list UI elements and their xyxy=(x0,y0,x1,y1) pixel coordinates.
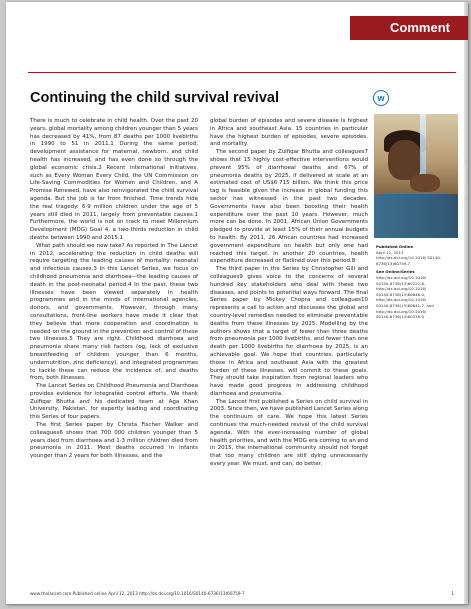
series-link[interactable]: http://dx.doi.org/10.1016/ xyxy=(376,274,427,280)
photo-shirt xyxy=(374,194,458,238)
page-number: 1 xyxy=(451,591,454,596)
section-label: Comment xyxy=(390,20,450,35)
paragraph: The third paper in the Series by Christopher Gill and colleagues9 gives voice to the concerns of several hundred key stakeholders who deal with these two diseases, and points to potential ways forward. The final Series paper by Mickey Chopra and colleagues10 represents a call to action and discusses the global and country-level remedies needed to eliminate preventable deaths from these illnesses by 2025. Modelling by the authors shows that a target of fewer than three deaths from pneumonia per 1000 livebirths, and fewer than one death per 1000 livebirths for diarrhoea by 2025, is an achievable goal. We hope that countries, particularly those in Africa and southeast Asia with the greatest burden of these illnesses, will commit to these goals. They should take inspiration from regional leaders who have made good progress in addressing childhood diarrhoea and pneumonia. xyxy=(210,266,368,397)
published-date: April 12, 2013 xyxy=(376,249,404,255)
article-column-2 xyxy=(210,118,368,469)
photo-hand xyxy=(410,174,440,192)
series-link[interactable]: http://dx.doi.org/10.1016/ xyxy=(376,308,427,314)
series-link[interactable]: S0140-6736(13)60648-0, xyxy=(376,291,426,297)
paragraph: The second paper by Zulfiqar Bhutta and colleagues7 shows that 15 highly cost-effective interventions would prevent 95% of diarrhoeal deaths and 67% of pneumonia deaths by 2025, if delivered at scale at an estimated cost of US$6·715 billion. We think this price tag is feasible given the increase in global funding this sector has witnessed in the past two decades. Governments have also been boosting their health expenditure over the past 10 years. However, much more can be done. In 2001, African Union Governments pledged to provide at least 15% of their annual budgets to health. By 2011, 26 African countries had increased government expenditure on health but only one had reached this target. In another 20 countries, health expenditure decreased or flatlined over this period.8 xyxy=(210,149,368,265)
series-link[interactable]: http://dx.doi.org/10.1016/ xyxy=(376,286,427,292)
photo-credit: Chris Jordan/Panos xyxy=(462,163,467,197)
paragraph: The Lancet Series on Childhood Pneumonia and Diarrhoea provides evidence for integrated control efforts. We thank Zulfiqar Bhutta and his dedicated team at Aga Khan University, Pakistan, for expertly leading and coordinating this Series of four papers. xyxy=(30,383,198,421)
photo-water-stream xyxy=(420,114,426,176)
series-link[interactable]: S0140-6736(13)60319-0 xyxy=(376,314,424,320)
section-tab xyxy=(350,16,468,40)
header-rule xyxy=(28,72,456,73)
article-title: Continuing the child survival revival xyxy=(30,90,279,106)
paragraph: The first Series paper by Christa Fischer Walker and colleagues6 shows that 700 000 children younger than 5 years died from diarrhoea and 1·3 million children died from pneumonia in 2011. Most deaths occurred in infants younger than 2 years for both illnesses, and the xyxy=(30,422,198,460)
child-drinking-photo xyxy=(374,114,458,238)
article-column-1 xyxy=(30,118,198,461)
series-link[interactable]: S0140-6736(13)60641-7, and xyxy=(376,302,434,308)
series-link[interactable]: http://dx.doi.org/10.1016/ xyxy=(376,297,427,303)
margin-notes xyxy=(376,244,466,320)
footer-citation: www.thelancet.com Published online April 12, 2013 http://dx.doi.org/10.1016/S0140-6736(13)60759-7 xyxy=(30,591,245,596)
see-series-heading: See Online/Series xyxy=(376,269,415,275)
paragraph: What path should we now take? As reported in The Lancet in 2012, accelerating the reduction in child deaths will require targeting the leading causes of mortality: neonatal and infectious causes.3 In this Lancet Series, we focus on childhood pneumonia and diarrhoea—the leading causes of death in the post-neonatal period.4 In the past, these two illnesses have been viewed separately in health programmes and in the minds of international agencies, donors, and governments. However, through many consultations, front-line workers have made it clear that they believe that more cooperation and coordination is needed on the ground in the prevention and control of these two illnesses.5 They are right. Childhood diarrhoea and pneumonia share many risk factors (eg, lack of exclusive breastfeeding of children younger than 6 months, undernutrition, zinc deficiency), and integrated programmes to tackle these can reduce the incidence of, and deaths from, both illnesses. xyxy=(30,242,198,382)
paragraph: The Lancet first published a Series on child survival in 2003. Since then, we have published Lancet Series along the continuum of care. We hope this latest Series continues the much-needed revival of the child survival agenda. With the ever-increasing number of global health priorities, and with the MDG era coming to an end in 2015, the international community should not forget that too many children are still dying unnecessarily every year. We must, and can, do better. xyxy=(210,398,368,468)
published-doi-link[interactable]: http://dx.doi.org/10.1016/ S0140-6736(13)60759-7 xyxy=(376,255,442,266)
open-access-icon: w xyxy=(373,90,389,106)
journal-page xyxy=(6,2,468,604)
published-online-heading: Published Online xyxy=(376,244,414,249)
paragraph: There is much to celebrate in child health. Over the past 20 years, global mortality among children younger than 5 years has decreased by 41%, from 87 deaths per 1000 livebirths in 1990 to 51 in 2011.1 During the same period, development assistance for maternal, newborn, and child health has increased, and has even done so through the global economic crisis.2 Recent international initiatives, such as Every Woman Every Child, the UN Commission on Life-Saving Commodities for Women and Children, and A Promise Renewed, have also reinvigorated the child survival agenda. But the job is far from finished. Time trends hide the real tragedy: 6·9 million children under the age of 5 years still died in 2011, largely from preventable causes.1 Furthermore, the world is not on track to meet Millennium Development (MDG) Goal 4, a two-thirds reduction in child deaths between 1990 and 2015.1 xyxy=(30,118,198,241)
paragraph: global burden of episodes and severe disease is highest in Africa and southeast Asia. 15 countries in particular have the highest burden of episodes, severe episodes, and mortality. xyxy=(210,118,368,148)
series-link[interactable]: S0140-6736(13)60222-6, xyxy=(376,280,426,286)
